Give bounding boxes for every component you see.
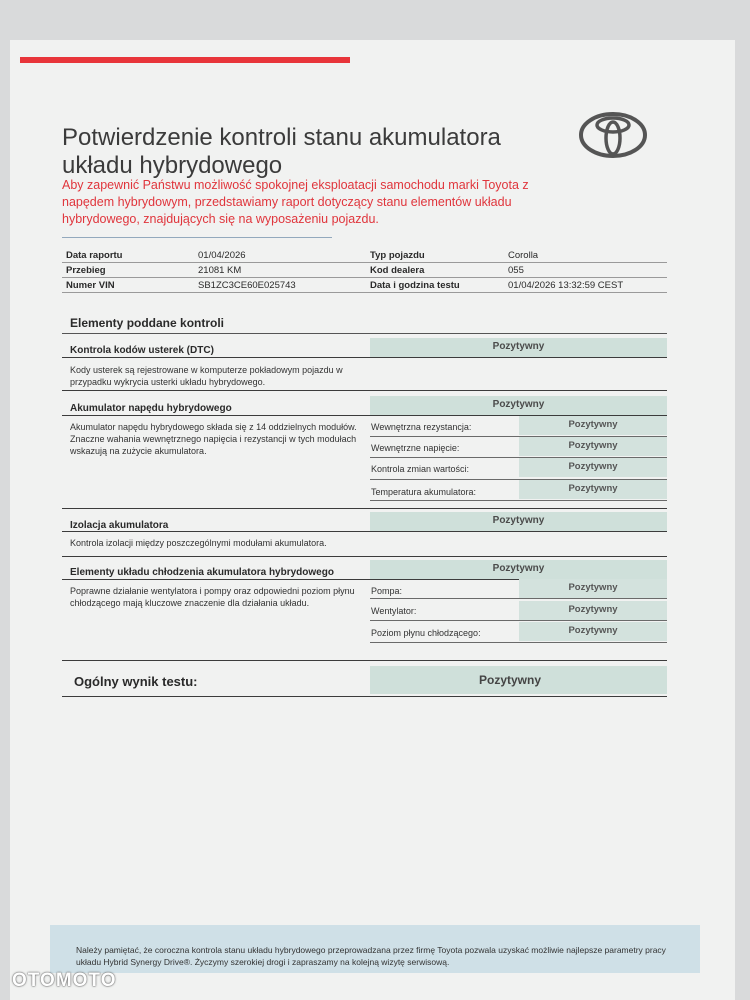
meta-value: Corolla: [508, 250, 539, 261]
row-rule: [62, 556, 667, 557]
meta-label: Przebieg: [66, 265, 106, 276]
sub-result: Pozytywny: [568, 461, 618, 472]
red-accent-bar: [20, 57, 350, 63]
sub-result-band: [519, 458, 667, 477]
battery-title: Akumulator napędu hybrydowego: [70, 403, 232, 414]
meta-value: 01/04/2026 13:32:59 CEST: [508, 280, 624, 291]
row-rule: [62, 660, 667, 661]
dtc-result: Pozytywny: [492, 341, 545, 352]
sub-label: Poziom płynu chłodzącego:: [371, 628, 481, 638]
sub-result-band: [519, 622, 667, 641]
document-title: [62, 124, 582, 180]
isolation-result: Pozytywny: [492, 515, 545, 526]
meta-label: Data raportu: [66, 250, 123, 261]
overall-result: Pozytywny: [478, 673, 541, 687]
isolation-description: Kontrola izolacji między poszczególnymi modułami akumulatora.: [70, 538, 327, 548]
sub-label: Temperatura akumulatora:: [371, 487, 477, 497]
sub-label: Wewnętrzna rezystancja:: [371, 422, 472, 432]
meta-row: [62, 278, 667, 293]
title-line-2: układu hybrydowego: [62, 152, 283, 179]
overall-label: Ogólny wynik testu:: [74, 674, 198, 689]
isolation-title: Izolacja akumulatora: [70, 520, 169, 531]
sub-result: Pozytywny: [568, 625, 618, 636]
meta-label: Kod dealera: [370, 265, 425, 276]
toyota-logo-icon: [578, 110, 648, 160]
sub-label: Pompa:: [371, 586, 403, 596]
battery-description: Akumulator napędu hybrydowego składa się z 14 oddzielnych modułów. Znaczne wahania wewnętrznego napięcia i rezystancji w tych modułach wskazują na zużycie akumulatora.: [70, 422, 357, 456]
dtc-result-band: [370, 338, 667, 357]
cooling-result-band: [370, 560, 667, 579]
sub-label: Kontrola zmian wartości:: [371, 464, 470, 474]
sub-result: Pozytywny: [568, 440, 618, 451]
row-rule: [62, 357, 667, 358]
meta-label: Data i godzina testu: [370, 280, 460, 291]
meta-value: 01/04/2026: [198, 250, 246, 261]
section-title: Elementy poddane kontroli: [70, 316, 225, 330]
dtc-description: Kody usterek są rejestrowane w komputerze pokładowym pojazdu w przypadku wykrycia usterki układu hybrydowego.: [70, 365, 343, 387]
sub-rule: [370, 642, 667, 643]
title-line-1: Potwierdzenie kontroli stanu akumulatora: [62, 124, 501, 151]
row-rule: [62, 531, 667, 532]
sub-result-band: [519, 416, 667, 435]
sub-rule: [370, 620, 667, 621]
dtc-title: Kontrola kodów usterek (DTC): [70, 345, 214, 356]
sub-result: Pozytywny: [568, 483, 618, 494]
isolation-result-band: [370, 512, 667, 531]
sub-result-band: [519, 437, 667, 456]
cooling-result: Pozytywny: [492, 563, 545, 574]
meta-label: Typ pojazdu: [370, 250, 425, 261]
meta-label: Numer VIN: [66, 280, 115, 291]
cooling-title: Elementy układu chłodzenia akumulatora hybrydowego: [70, 567, 334, 578]
intro-text: Aby zapewnić Państwu możliwość spokojnej eksploatacji samochodu marki Toyota z napędem hybrydowym, przedstawiamy raport dotyczący stanu elementów układu hybrydowego, znajdujących się na wyposażeniu pojazdu.: [62, 178, 529, 226]
meta-value: 055: [508, 265, 524, 276]
row-rule: [62, 696, 667, 697]
sub-result: Pozytywny: [568, 582, 618, 593]
meta-value: SB1ZC3CE60E025743: [198, 280, 296, 291]
meta-top-rule: [62, 237, 332, 238]
sub-result-band: [519, 480, 667, 499]
section-rule: [62, 333, 667, 334]
sub-result: Pozytywny: [568, 419, 618, 430]
sub-result-band: [519, 579, 667, 598]
meta-row: [62, 248, 667, 263]
battery-result-band: [370, 396, 667, 415]
sub-result-band: [519, 601, 667, 620]
sub-rule: [370, 598, 667, 599]
meta-value: 21081 KM: [198, 265, 242, 276]
row-rule: [62, 390, 667, 391]
cooling-description: Poprawne działanie wentylatora i pompy oraz odpowiedni poziom płynu chłodzącego mają kluczowe znaczenie dla działania układu.: [70, 586, 355, 608]
row-rule: [62, 508, 667, 509]
sub-label: Wentylator:: [371, 606, 417, 616]
footer-note: Należy pamiętać, że coroczna kontrola stanu układu hybrydowego przeprowadzana przez firmę Toyota pozwala uzyskać możliwie najlepsze parametry pracy układu Hybrid Synergy Drive®. Życzymy szerokiej drogi i zapraszamy na kolejną wizytę serwisową.: [76, 945, 666, 967]
report-meta-table: [62, 248, 667, 293]
sub-rule: [370, 500, 667, 501]
sub-label: Wewnętrzne napięcie:: [371, 443, 460, 453]
battery-result: Pozytywny: [492, 399, 545, 410]
sub-result: Pozytywny: [568, 604, 618, 615]
otomoto-watermark: OTOMOTO: [12, 970, 117, 991]
meta-row: [62, 263, 667, 278]
